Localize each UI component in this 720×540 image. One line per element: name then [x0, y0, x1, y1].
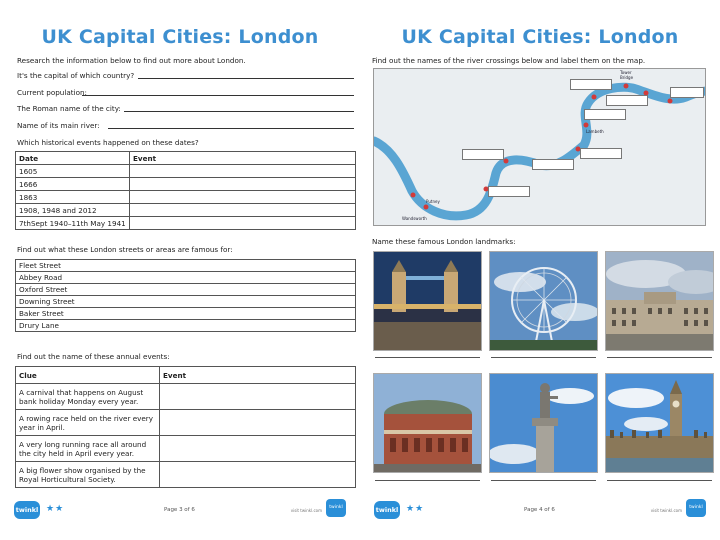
- date-cell: 1908, 1948 and 2012: [16, 204, 130, 217]
- twinkl-logo: twinkl: [14, 501, 40, 519]
- clue-line: A very long running race all around: [19, 439, 147, 449]
- street-cell[interactable]: Baker Street: [16, 308, 356, 320]
- table-row: [16, 217, 356, 230]
- event-answer-cell[interactable]: [130, 217, 356, 230]
- twinkl-logo: twinkl: [374, 501, 400, 519]
- question-roman-name: The Roman name of the city:: [17, 104, 121, 113]
- crossing-marker[interactable]: [411, 193, 416, 198]
- answer-line-river[interactable]: [108, 128, 354, 129]
- nelsons-column-photo: [489, 373, 598, 473]
- map-label-bridge: Bridge: [620, 75, 634, 80]
- crossing-marker[interactable]: [624, 84, 629, 89]
- site-link[interactable]: visit twinkl.com: [290, 508, 322, 513]
- table-header-row: [16, 152, 356, 165]
- street-cell[interactable]: Abbey Road: [16, 272, 356, 284]
- event-answer-cell[interactable]: [160, 462, 356, 488]
- street-cell[interactable]: Fleet Street: [16, 260, 356, 272]
- answer-line-country[interactable]: [138, 78, 354, 79]
- page-title: UK Capital Cities: London: [41, 26, 319, 48]
- table-row: [16, 204, 356, 217]
- table-row: [16, 308, 356, 320]
- clue-line: the city held in April every year.: [19, 448, 135, 458]
- event-answer-cell[interactable]: [160, 436, 356, 462]
- clue-line: A carnival that happens on August: [19, 387, 144, 397]
- royal-albert-hall-photo: [373, 373, 482, 473]
- clue-cell: [16, 410, 160, 436]
- date-cell: 1666: [16, 178, 130, 191]
- date-cell: 1605: [16, 165, 130, 178]
- question-country: It's the capital of which country?: [17, 71, 135, 80]
- rating-stars-icon: ★★: [46, 504, 65, 514]
- map-label-putney: Putney: [426, 199, 440, 204]
- table-row: [16, 272, 356, 284]
- event-answer-cell[interactable]: [130, 191, 356, 204]
- clue-line: bank holiday Monday every year.: [19, 396, 139, 406]
- table-row: [16, 191, 356, 204]
- map-label-lambeth: Lambeth: [586, 129, 604, 134]
- answer-line-landmark-1[interactable]: [375, 357, 480, 358]
- twinkl-badge-logo: twinkl: [686, 499, 706, 517]
- table-row: [16, 296, 356, 308]
- crossing-label-box[interactable]: [584, 109, 626, 120]
- table-row: [16, 436, 356, 462]
- table-row: [16, 284, 356, 296]
- crossing-label-box[interactable]: [570, 79, 612, 90]
- table-row: [16, 260, 356, 272]
- answer-line-landmark-6[interactable]: [607, 480, 712, 481]
- table-row: [16, 462, 356, 488]
- intro-text: Research the information below to find out more about London.: [17, 56, 246, 65]
- clue-cell: [16, 462, 160, 488]
- street-cell[interactable]: Downing Street: [16, 296, 356, 308]
- event-answer-cell[interactable]: [130, 204, 356, 217]
- table-row: [16, 320, 356, 332]
- answer-line-population[interactable]: [82, 95, 354, 96]
- event-answer-cell[interactable]: [160, 410, 356, 436]
- rating-stars-icon: ★★: [406, 504, 425, 514]
- clue-line: Royal Horticultural Society.: [19, 474, 116, 484]
- annual-events-table: [15, 366, 356, 488]
- crossing-marker[interactable]: [668, 99, 673, 104]
- street-cell[interactable]: Drury Lane: [16, 320, 356, 332]
- crossing-label-box[interactable]: [488, 186, 530, 197]
- event-answer-cell[interactable]: [160, 384, 356, 410]
- answer-line-roman-name[interactable]: [124, 111, 354, 112]
- page-footer: [374, 497, 706, 523]
- question-river: Name of its main river:: [17, 121, 100, 130]
- answer-line-landmark-4[interactable]: [375, 480, 480, 481]
- street-cell[interactable]: Oxford Street: [16, 284, 356, 296]
- crossing-marker[interactable]: [584, 123, 589, 128]
- event-answer-cell[interactable]: [130, 165, 356, 178]
- date-cell: 1863: [16, 191, 130, 204]
- map-prompt: Find out the names of the river crossings below and label them on the map.: [372, 56, 646, 65]
- houses-of-parliament-photo: [605, 373, 714, 473]
- table-row: [16, 384, 356, 410]
- crossing-label-box[interactable]: [670, 87, 704, 98]
- answer-line-landmark-5[interactable]: [491, 480, 596, 481]
- twinkl-badge-logo: twinkl: [326, 499, 346, 517]
- crossing-label-box[interactable]: [532, 159, 574, 170]
- crossing-marker[interactable]: [592, 95, 597, 100]
- map-label-tower: Tower: [620, 70, 632, 75]
- clue-cell: [16, 436, 160, 462]
- map-label-wandsworth: Wandsworth: [402, 216, 427, 221]
- table-row: [16, 410, 356, 436]
- page-number: Page 4 of 6: [524, 507, 555, 513]
- events-prompt: Which historical events happened on these dates?: [17, 138, 199, 147]
- buckingham-palace-photo: [605, 251, 714, 351]
- page-number: Page 3 of 6: [164, 507, 195, 513]
- table-header-row: [16, 367, 356, 384]
- event-answer-cell[interactable]: [130, 178, 356, 191]
- clue-cell: [16, 384, 160, 410]
- event-header: Event: [160, 367, 356, 384]
- river-thames-svg: [374, 69, 706, 226]
- question-population: Current population:: [17, 88, 87, 97]
- clue-line: A rowing race held on the river every: [19, 413, 154, 423]
- table-row: [16, 165, 356, 178]
- annual-events-prompt: Find out the name of these annual events:: [17, 352, 170, 361]
- clue-line: year in April.: [19, 422, 65, 432]
- crossing-label-box[interactable]: [462, 149, 504, 160]
- table-row: [16, 178, 356, 191]
- events-table: [15, 151, 356, 230]
- page-title: UK Capital Cities: London: [401, 26, 679, 48]
- thames-map: [373, 68, 706, 226]
- crossing-marker[interactable]: [424, 205, 429, 210]
- crossing-marker[interactable]: [504, 159, 509, 164]
- landmarks-prompt: Name these famous London landmarks:: [372, 237, 516, 246]
- event-header: Event: [130, 152, 356, 165]
- clue-header: Clue: [16, 367, 160, 384]
- clue-line: A big flower show organised by the: [19, 465, 146, 475]
- london-eye-photo: [489, 251, 598, 351]
- tower-bridge-photo: [373, 251, 482, 351]
- river-thames-path: [374, 87, 706, 216]
- streets-prompt: Find out what these London streets or areas are famous for:: [17, 245, 233, 254]
- site-link[interactable]: visit twinkl.com: [650, 508, 682, 513]
- crossing-label-box[interactable]: [580, 148, 622, 159]
- answer-line-landmark-3[interactable]: [607, 357, 712, 358]
- date-header: Date: [16, 152, 130, 165]
- streets-table: [15, 259, 356, 332]
- answer-line-landmark-2[interactable]: [491, 357, 596, 358]
- date-cell: 7thSept 1940–11th May 1941: [16, 217, 130, 230]
- page-footer: [14, 497, 346, 523]
- crossing-label-box[interactable]: [606, 95, 648, 106]
